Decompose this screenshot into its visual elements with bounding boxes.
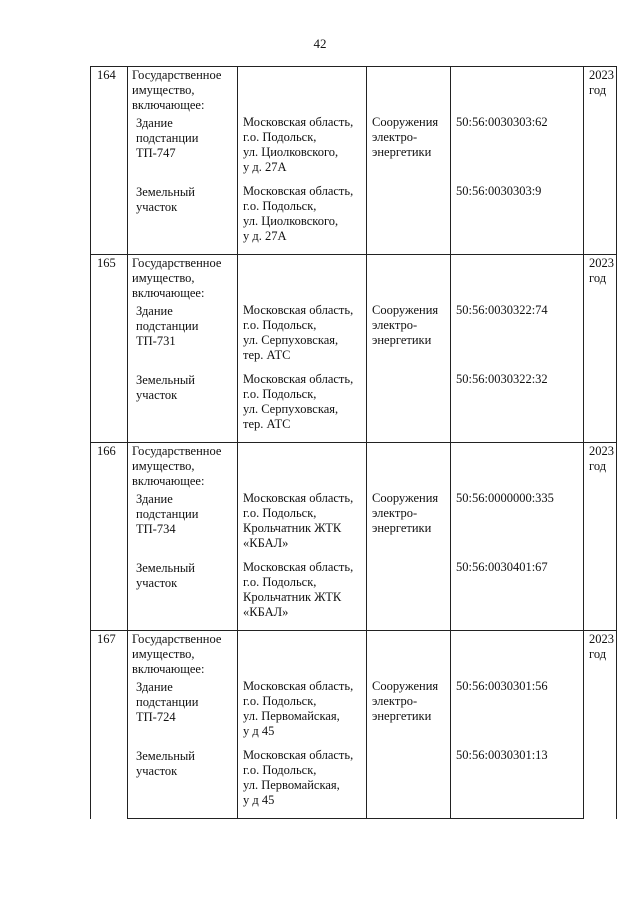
group-title: Государственное имущество, включающее: — [132, 256, 222, 300]
building-name: Здание подстанции ТП-731 — [136, 304, 199, 348]
page-number: 42 — [313, 36, 327, 51]
table-row — [91, 184, 617, 255]
table-row — [91, 115, 617, 184]
land-cadastral-number: 50:56:0030303:9 — [456, 184, 542, 198]
table-row — [91, 560, 617, 631]
registry-body — [91, 67, 617, 819]
building-purpose: Сооружения электро- энергетики — [372, 491, 439, 535]
building-purpose: Сооружения электро- энергетики — [372, 115, 439, 159]
land-name: Земельный участок — [136, 373, 195, 402]
building-cadastral-number: 50:56:0000000:335 — [456, 491, 554, 505]
table-row — [91, 679, 617, 748]
group-title: Государственное имущество, включающее: — [132, 632, 222, 676]
land-address: Московская область, г.о. Подольск, ул. Первомайская, у д 45 — [243, 748, 354, 807]
building-address: Московская область, г.о. Подольск, Крольчатник ЖТК «КБАЛ» — [243, 491, 354, 550]
land-name: Земельный участок — [136, 749, 195, 778]
table-row — [91, 372, 617, 443]
land-cadastral-number: 50:56:0030301:13 — [456, 748, 548, 762]
land-cadastral-number: 50:56:0030322:32 — [456, 372, 548, 386]
building-address: Московская область, г.о. Подольск, ул. Циолковского, у д. 27А — [243, 115, 354, 174]
building-address: Московская область, г.о. Подольск, ул. Первомайская, у д 45 — [243, 679, 354, 738]
land-name: Земельный участок — [136, 185, 195, 214]
building-cadastral-number: 50:56:0030301:56 — [456, 679, 548, 693]
land-cadastral-number: 50:56:0030401:67 — [456, 560, 548, 574]
year: 2023 год — [589, 632, 614, 661]
land-address: Московская область, г.о. Подольск, ул. Циолковского, у д. 27А — [243, 184, 354, 243]
land-name: Земельный участок — [136, 561, 195, 590]
item-number: 165 — [91, 255, 128, 443]
item-number: 166 — [91, 443, 128, 631]
table-row — [91, 748, 617, 819]
building-name: Здание подстанции ТП-747 — [136, 116, 199, 160]
building-name: Здание подстанции ТП-724 — [136, 680, 199, 724]
table-row — [91, 491, 617, 560]
table-row — [91, 631, 617, 680]
land-address: Московская область, г.о. Подольск, ул. Серпуховская, тер. АТС — [243, 372, 354, 431]
group-title: Государственное имущество, включающее: — [132, 68, 222, 112]
table-row — [91, 443, 617, 492]
table-row — [91, 255, 617, 304]
year: 2023 год — [589, 256, 614, 285]
building-purpose: Сооружения электро- энергетики — [372, 303, 439, 347]
land-address: Московская область, г.о. Подольск, Крольчатник ЖТК «КБАЛ» — [243, 560, 354, 619]
table-row — [91, 303, 617, 372]
building-cadastral-number: 50:56:0030322:74 — [456, 303, 548, 317]
building-cadastral-number: 50:56:0030303:62 — [456, 115, 548, 129]
building-purpose: Сооружения электро- энергетики — [372, 679, 439, 723]
year: 2023 год — [589, 68, 614, 97]
table-row — [91, 67, 617, 116]
item-number: 167 — [91, 631, 128, 819]
building-name: Здание подстанции ТП-734 — [136, 492, 199, 536]
year: 2023 год — [589, 444, 614, 473]
group-title: Государственное имущество, включающее: — [132, 444, 222, 488]
property-registry-table — [90, 66, 617, 819]
building-address: Московская область, г.о. Подольск, ул. Серпуховская, тер. АТС — [243, 303, 354, 362]
item-number: 164 — [91, 67, 128, 255]
